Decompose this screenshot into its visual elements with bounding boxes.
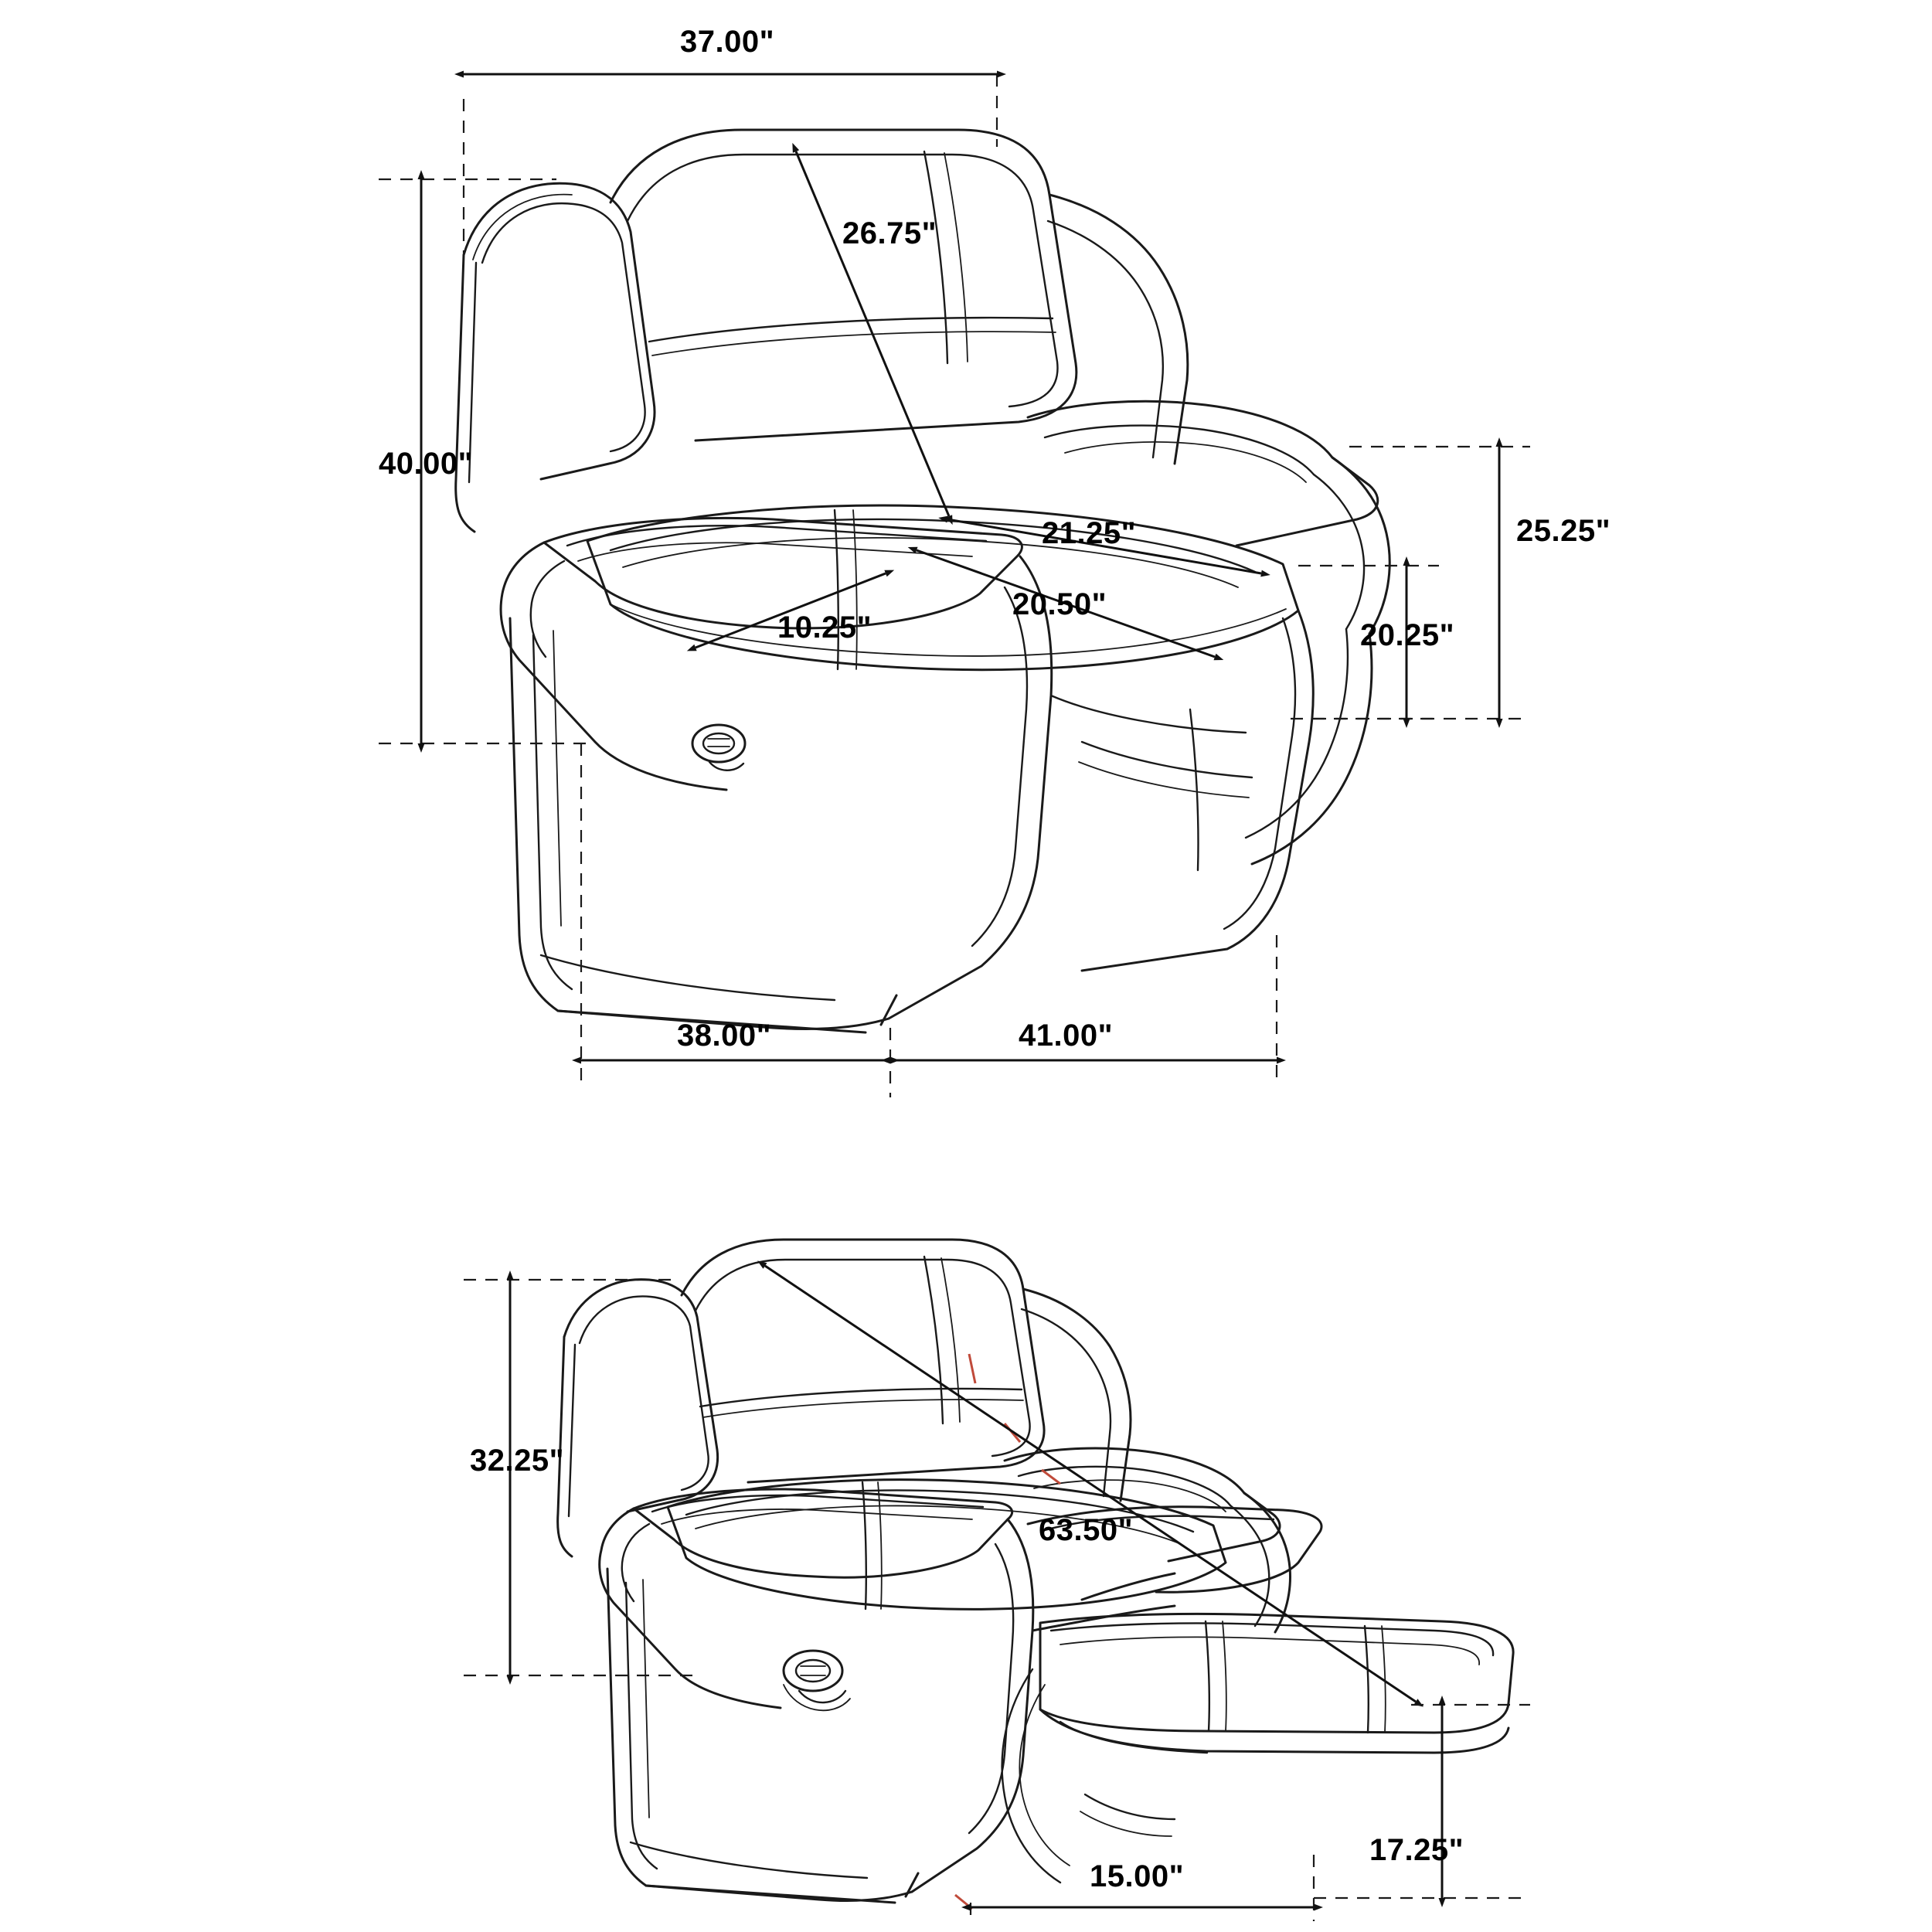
- dim-label-arm-height: 25.25": [1516, 514, 1611, 548]
- dim-label-reclined-length: 63.50": [1039, 1513, 1134, 1547]
- dim-label-arm-width: 10.25": [777, 611, 872, 645]
- dim-label-depth-closed-front: 41.00": [1019, 1019, 1114, 1053]
- dim-label-footrest-height: 17.25": [1369, 1833, 1464, 1867]
- dim-label-depth-closed-rear: 38.00": [677, 1019, 772, 1053]
- recliner-handle-icon: [692, 725, 745, 770]
- reclined-recliner-illustration: [558, 1240, 1513, 1909]
- dim-label-overall-height: 40.00": [379, 447, 474, 481]
- reclined-dimension-lines: [464, 1266, 1530, 1921]
- dim-label-reclined-height: 32.25": [470, 1444, 565, 1478]
- dim-line-2675: [796, 151, 949, 516]
- upright-recliner-illustration: [456, 130, 1390, 1032]
- dim-label-overall-width: 37.00": [680, 25, 775, 59]
- dim-label-seat-width: 20.50": [1012, 587, 1107, 621]
- dim-label-back-height: 26.75": [842, 216, 937, 250]
- upright-dimension-lines: [379, 74, 1530, 1097]
- dim-label-seat-depth-diagonal: 21.25": [1042, 516, 1137, 550]
- dim-label-seat-height: 20.25": [1360, 618, 1455, 652]
- recliner-handle-reclined-icon: [784, 1651, 850, 1710]
- dim-label-wall-clearance: 15.00": [1090, 1859, 1185, 1893]
